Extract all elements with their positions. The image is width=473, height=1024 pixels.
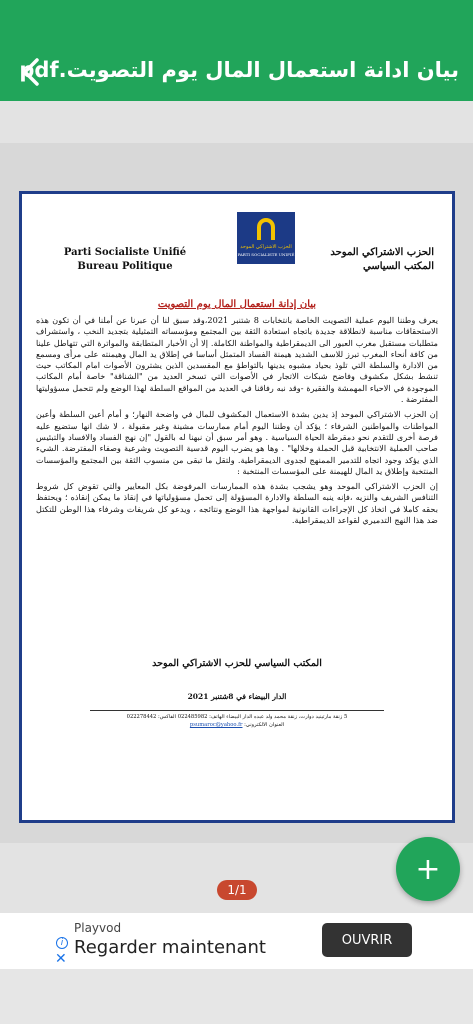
paragraph: يعرف وطننا اليوم عملية التصويت الخاصة بانتخابات 8 شتنبر 2021،وقد سبق لنا أن عبرنا عن أملنا في أن تكون هذه الاستحقاقات مناسبة لانطلاقة جديدة باتجاه استعادة الثقة بين المجتمع ومؤسساته التمثيلية بتجديد النخب ، واستشراف متطلبات مستقبل مغرب العبور الى الديمقراطية والمواطنة الكاملة. إلا أن الأخبار المتطابقة والمواترة التي تتهاطل علينا من كافة أنحاء المغرب تبرز للاسف الشديد هيمنة الفساد المتمثل أساسا في إطلاق يد المال وهيمنته على مرأى ومسمع من الادارة والسلطة التي تلوذ بحياد مشبوه يدينها بالتواطؤ مع المفسدين الذين يشترون الأصوات امام المكاتب حيث تنشط بشكل مكشوف وفاضح شبكات الاتجار في الأصوات التي تسخر العديد من "الشناقة" خاصة أمام المكاتب الموجودة في الاحياء المهمشة والفقيرة -وقد نبه رفاقنا في العديد من المواقع السلطة لهذا الوضع ولم تتحمل مسؤوليتها المفترضة . bbox=[36, 315, 438, 405]
pdf-viewer[interactable] bbox=[0, 143, 473, 843]
pdf-page bbox=[19, 191, 455, 823]
info-icon[interactable]: i bbox=[56, 937, 68, 949]
document-title: بيان ادانة استعمال المال يوم التصويت.pdf bbox=[19, 58, 459, 82]
app-bar bbox=[0, 0, 473, 101]
ad-content[interactable] bbox=[52, 913, 420, 969]
logo-text-ar: الحزب الاشتراكي الموحد bbox=[240, 244, 292, 250]
statement-body bbox=[36, 315, 438, 530]
signature: المكتب السياسي للحزب الاشتراكي الموحد bbox=[152, 658, 322, 669]
email-label: العنوان الالكتروني: bbox=[244, 722, 285, 728]
paragraph: إن الحزب الاشتراكي الموحد وهو يشجب بشدة هذه الممارسات المرفوضة بكل المعايير والتي تقوض كل شروط التنافس الشريف والنزيه ،فإنه ينبه السلطة والادارة المسؤولة إلى تحمل مسؤولياتها في إنقاذ ما يمكن إنقاذه ؛ ويحتفظ بحقه كاملا في اتخاذ كل الإجراءات القانونية لمواجهة هذا الوضع ونتائجه ، ويدعو كل شريفات وشرفاء هذا الوطن للتكتل ضد هذا النهج التدميري لقواعد الديمقراطية. bbox=[36, 481, 438, 526]
ad-advertiser: Playvod bbox=[74, 921, 122, 935]
party-name-ar bbox=[284, 246, 434, 274]
contact-email-line bbox=[90, 721, 384, 729]
document-content bbox=[30, 202, 444, 812]
toolbar-spacer bbox=[0, 101, 473, 143]
plus-icon: + bbox=[415, 851, 441, 887]
party-ar-line2: المكتب السياسي bbox=[363, 261, 434, 272]
statement-title: بيان إدانة استعمال المال يوم التصويت bbox=[157, 299, 317, 310]
bottom-area bbox=[0, 969, 473, 1024]
logo-text-fr: PARTI SOCIALISTE UNIFIÉ bbox=[237, 252, 295, 257]
date-line: الدار البيضاء في 8شتنبر 2021 bbox=[187, 692, 287, 701]
page-indicator: 1/1 bbox=[217, 880, 257, 900]
ad-headline[interactable]: Regarder maintenant bbox=[74, 937, 266, 958]
close-icon[interactable]: ✕ bbox=[55, 951, 67, 967]
ad-open-button[interactable]: OUVRIR bbox=[322, 923, 412, 957]
party-ar-line1: الحزب الاشتراكي الموحد bbox=[330, 247, 434, 258]
email-link[interactable]: psumaroc@yahoo.fr bbox=[189, 722, 243, 728]
party-fr-line1: Parti Socialiste Unifié bbox=[63, 247, 187, 258]
party-name-fr bbox=[50, 246, 200, 274]
contact-address: 5 زنقة مارتينيد دوارت، زنقة محمد ولد عبده الدار البيضاء الهاتف: 022485982 الفاكس: 022278442 bbox=[126, 714, 348, 720]
party-fr-line2: Bureau Politique bbox=[77, 261, 173, 272]
contact-info bbox=[90, 710, 384, 729]
add-button[interactable] bbox=[396, 837, 460, 901]
ad-banner[interactable] bbox=[0, 913, 473, 969]
paragraph: إن الحزب الاشتراكي الموحد إذ يدين بشدة الاستعمال المكشوف للمال في واضحة النهار؛ و أمام أعين السلطة وأعين المواطنات والمواطنين الشرفاء ؛ يؤكد أن وطننا اليوم أمام ممارسات مشينة وغير مقبولة ، لا شك انها ستضيع عليه فرصة أخرى للتقدم نحو دمقرطة الحياة السياسية . وهو أمر سبق أن نبهنا له بالقول "إن نهج الفساد والافساد والتبئيس صاحب العملية الانتخابية قبل الحملة وخلالها" . وها هو يضرب اليوم قدسية التصويت وشرعية وصفاء المفترضة. الشيء الذي يؤكد وجود اتجاه للتدمير الممنهج لجدوى الديمقراطية. ولتقل ما تبقى من منسوب الثقة بين المجتمع والمؤسسات المنتخبة وإطلاق يد المال للهيمنة على المؤسسات المنتخبة : bbox=[36, 409, 438, 476]
